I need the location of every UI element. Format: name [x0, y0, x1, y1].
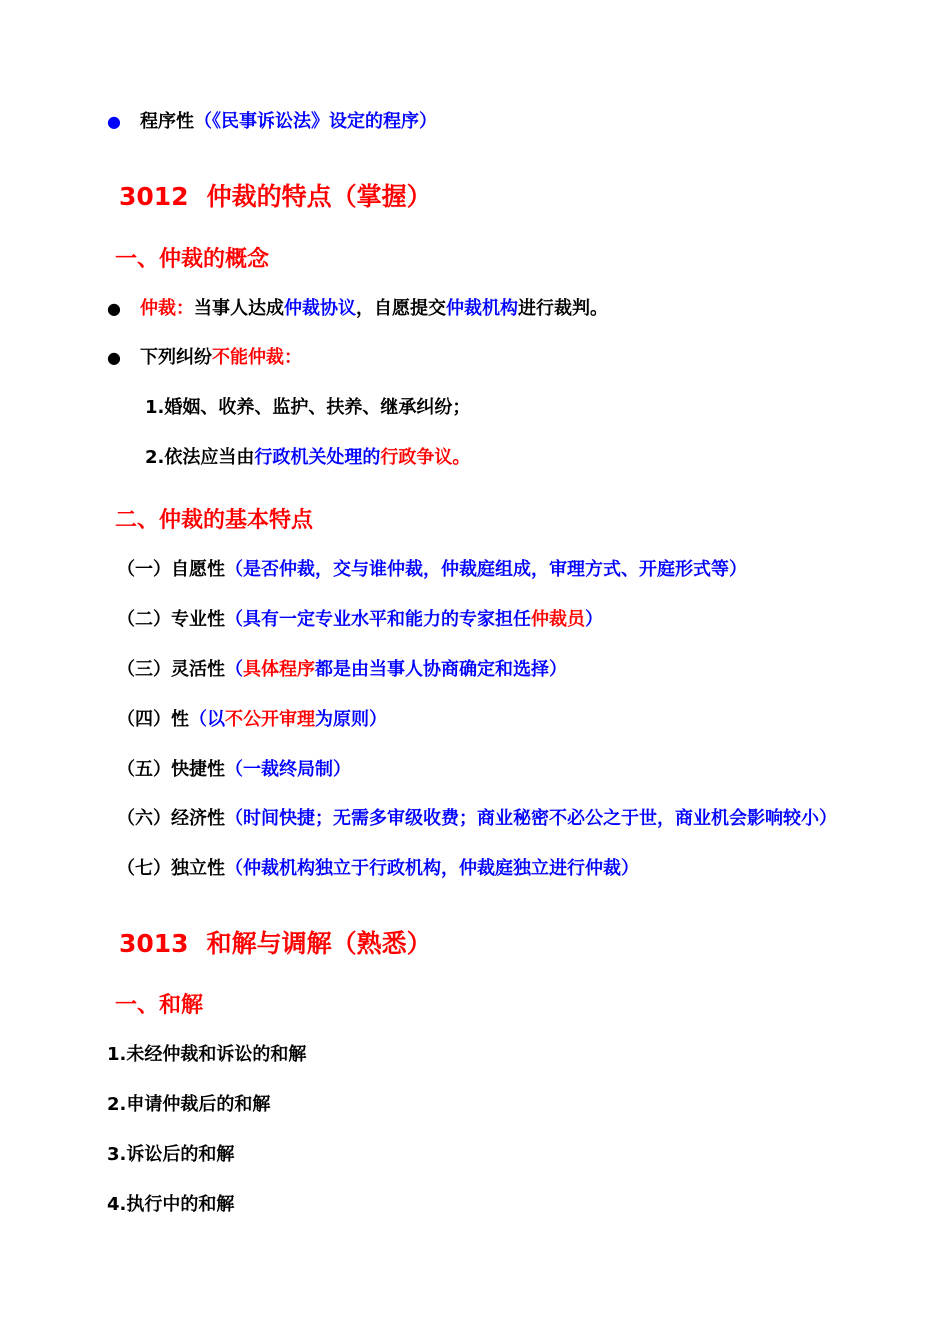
bullet-icon: ●: [107, 112, 121, 131]
term: 仲裁：: [140, 298, 194, 319]
list-item: 4.执行中的和解: [107, 1194, 235, 1215]
bullet-line-procedural: [140, 110, 437, 134]
exclusion-item-1: 1.婚姻、收养、监护、扶养、继承纠纷；: [145, 397, 471, 418]
bullet-line-definition: 仲裁：当事人达成仲裁协议，自愿提交仲裁机构进行裁判。: [140, 298, 608, 319]
subheading-settlement: 一、和解: [115, 993, 204, 1018]
feature-line-2: （二）专业性（具有一定专业水平和能力的专家担任仲裁员）: [117, 609, 603, 630]
feature-line-3: （三）灵活性（具体程序都是由当事人协商确定和选择）: [117, 659, 567, 680]
bullet-icon: ●: [107, 348, 121, 367]
feature-line-4: （四）性（以不公开审理为原则）: [117, 709, 387, 730]
feature-line-5: （五）快捷性（一裁终局制）: [117, 759, 351, 780]
term: 程序性: [140, 111, 194, 132]
feature-line-1: （一）自愿性（是否仲裁，交与谁仲裁，仲裁庭组成，审理方式、开庭形式等）: [117, 559, 747, 580]
bullet-icon: ●: [107, 299, 121, 318]
subheading-features: 二、仲裁的基本特点: [115, 508, 314, 533]
section-number: 3012: [119, 182, 189, 211]
bullet-line-exclusions: 下列纠纷不能仲裁：: [140, 347, 302, 368]
section-title: 仲裁的特点（掌握）: [206, 182, 432, 211]
list-item: 3.诉讼后的和解: [107, 1144, 235, 1165]
feature-line-6: （六）经济性（时间快捷；无需多审级收费；商业秘密不必公之于世，商业机会影响较小）: [117, 808, 837, 829]
list-item: 1.未经仲裁和诉讼的和解: [107, 1044, 307, 1065]
list-item: 2.申请仲裁后的和解: [107, 1094, 271, 1115]
feature-line-7: （七）独立性（仲裁机构独立于行政机构，仲裁庭独立进行仲裁）: [117, 858, 639, 879]
exclusion-item-2: 2.依法应当由行政机关处理的行政争议。: [145, 447, 471, 468]
explanation: （《民事诉讼法》设定的程序）: [194, 111, 437, 132]
section-heading-3013: [119, 928, 432, 960]
section-number: 3013: [119, 929, 189, 958]
section-heading-3012: [119, 181, 432, 213]
section-title: 和解与调解（熟悉）: [206, 929, 432, 958]
subheading-concept: 一、仲裁的概念: [115, 247, 270, 272]
